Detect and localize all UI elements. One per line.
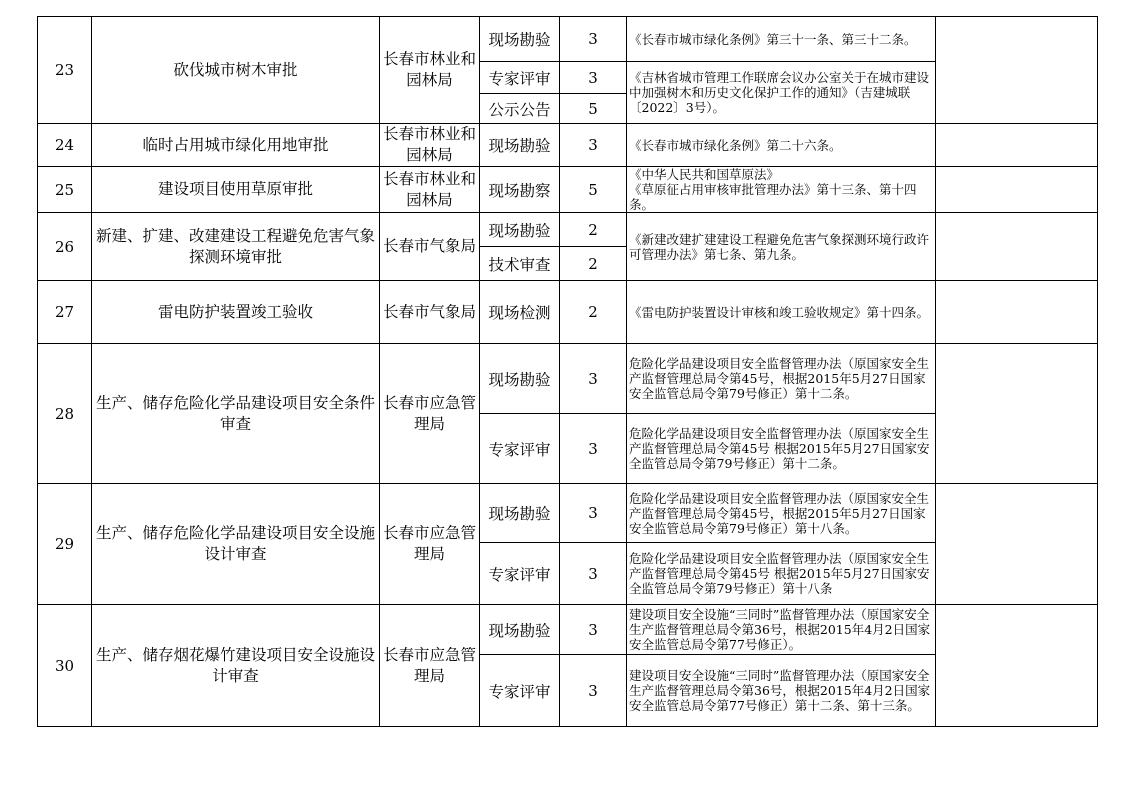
department: 长春市应急管理局 xyxy=(380,605,480,727)
procedure-method: 现场勘验 xyxy=(480,344,560,414)
procedure-method: 公示公告 xyxy=(480,94,560,124)
department: 长春市应急管理局 xyxy=(380,344,480,484)
table-row xyxy=(38,124,1098,167)
remarks-cell xyxy=(936,484,1098,605)
item-name: 新建、扩建、改建建设工程避免危害气象探测环境审批 xyxy=(92,213,380,281)
time-limit-days: 3 xyxy=(560,543,627,605)
item-name: 生产、储存烟花爆竹建设项目安全设施设计审查 xyxy=(92,605,380,727)
legal-basis: 《长春市城市绿化条例》第三十一条、第三十二条。 xyxy=(627,17,936,62)
department: 长春市林业和园林局 xyxy=(380,124,480,167)
table-row xyxy=(38,167,1098,213)
procedure-method: 专家评审 xyxy=(480,62,560,94)
legal-basis: 《雷电防护装置设计审核和竣工验收规定》第十四条。 xyxy=(627,281,936,344)
item-number: 27 xyxy=(38,281,92,344)
procedure-method: 现场勘验 xyxy=(480,605,560,655)
remarks-cell xyxy=(936,344,1098,484)
department: 长春市应急管理局 xyxy=(380,484,480,605)
legal-basis: 建设项目安全设施“三同时”监督管理办法（原国家安全生产监督管理总局令第36号，根据2015年4月2日国家安全监管总局令第77号修正）第十二条、第十三条。 xyxy=(627,655,936,727)
item-number: 26 xyxy=(38,213,92,281)
legal-basis: 危险化学品建设项目安全监督管理办法（原国家安全生产监督管理总局令第45号，根据2015年5月27日国家安全监管总局令第79号修正）第十八条。 xyxy=(627,484,936,543)
item-number: 23 xyxy=(38,17,92,124)
item-name: 生产、储存危险化学品建设项目安全条件审查 xyxy=(92,344,380,484)
item-number: 28 xyxy=(38,344,92,484)
time-limit-days: 3 xyxy=(560,124,627,167)
time-limit-days: 3 xyxy=(560,655,627,727)
remarks-cell xyxy=(936,213,1098,281)
time-limit-days: 2 xyxy=(560,247,627,281)
time-limit-days: 3 xyxy=(560,414,627,484)
legal-basis: 《新建改建扩建建设工程避免危害气象探测环境行政许可管理办法》第七条、第九条。 xyxy=(627,213,936,281)
procedure-method: 现场勘验 xyxy=(480,484,560,543)
department: 长春市气象局 xyxy=(380,281,480,344)
item-number: 29 xyxy=(38,484,92,605)
time-limit-days: 3 xyxy=(560,17,627,62)
table-row xyxy=(38,605,1098,655)
table-row xyxy=(38,344,1098,414)
item-name: 临时占用城市绿化用地审批 xyxy=(92,124,380,167)
item-name: 砍伐城市树木审批 xyxy=(92,17,380,124)
table-row xyxy=(38,281,1098,344)
time-limit-days: 5 xyxy=(560,94,627,124)
legal-basis: 《长春市城市绿化条例》第二十六条。 xyxy=(627,124,936,167)
item-name: 建设项目使用草原审批 xyxy=(92,167,380,213)
time-limit-days: 2 xyxy=(560,213,627,247)
legal-basis: 危险化学品建设项目安全监督管理办法（原国家安全生产监督管理总局令第45号，根据2015年5月27日国家安全监管总局令第79号修正）第十二条。 xyxy=(627,344,936,414)
remarks-cell xyxy=(936,167,1098,213)
department: 长春市林业和园林局 xyxy=(380,167,480,213)
remarks-cell xyxy=(936,17,1098,124)
table-row xyxy=(38,213,1098,247)
table-row xyxy=(38,17,1098,62)
procedure-method: 专家评审 xyxy=(480,414,560,484)
table-row xyxy=(38,484,1098,543)
approval-items-table xyxy=(37,16,1098,727)
procedure-method: 技术审查 xyxy=(480,247,560,281)
procedure-method: 专家评审 xyxy=(480,655,560,727)
remarks-cell xyxy=(936,605,1098,727)
procedure-method: 现场勘验 xyxy=(480,213,560,247)
legal-basis: 危险化学品建设项目安全监督管理办法（原国家安全生产监督管理总局令第45号 根据2015年5月27日国家安全监管总局令第79号修正）第十二条。 xyxy=(627,414,936,484)
procedure-method: 现场检测 xyxy=(480,281,560,344)
department: 长春市林业和园林局 xyxy=(380,17,480,124)
item-number: 24 xyxy=(38,124,92,167)
item-number: 30 xyxy=(38,605,92,727)
time-limit-days: 5 xyxy=(560,167,627,213)
time-limit-days: 3 xyxy=(560,605,627,655)
item-number: 25 xyxy=(38,167,92,213)
legal-basis: 危险化学品建设项目安全监督管理办法（原国家安全生产监督管理总局令第45号 根据2015年5月27日国家安全监管总局令第79号修正）第十八条 xyxy=(627,543,936,605)
time-limit-days: 2 xyxy=(560,281,627,344)
procedure-method: 现场勘察 xyxy=(480,167,560,213)
time-limit-days: 3 xyxy=(560,484,627,543)
legal-basis: 《中华人民共和国草原法》 《草原征占用审核审批管理办法》第十三条、第十四条。 xyxy=(627,167,936,213)
procedure-method: 现场勘验 xyxy=(480,17,560,62)
remarks-cell xyxy=(936,281,1098,344)
legal-basis: 建设项目安全设施“三同时”监督管理办法（原国家安全生产监督管理总局令第36号，根据2015年4月2日国家安全监管总局令第77号修正）。 xyxy=(627,605,936,655)
procedure-method: 现场勘验 xyxy=(480,124,560,167)
department: 长春市气象局 xyxy=(380,213,480,281)
procedure-method: 专家评审 xyxy=(480,543,560,605)
legal-basis: 《吉林省城市管理工作联席会议办公室关于在城市建设中加强树木和历史文化保护工作的通知》（吉建城联〔2022〕3号）。 xyxy=(627,62,936,124)
item-name: 雷电防护装置竣工验收 xyxy=(92,281,380,344)
time-limit-days: 3 xyxy=(560,62,627,94)
time-limit-days: 3 xyxy=(560,344,627,414)
remarks-cell xyxy=(936,124,1098,167)
item-name: 生产、储存危险化学品建设项目安全设施设计审查 xyxy=(92,484,380,605)
